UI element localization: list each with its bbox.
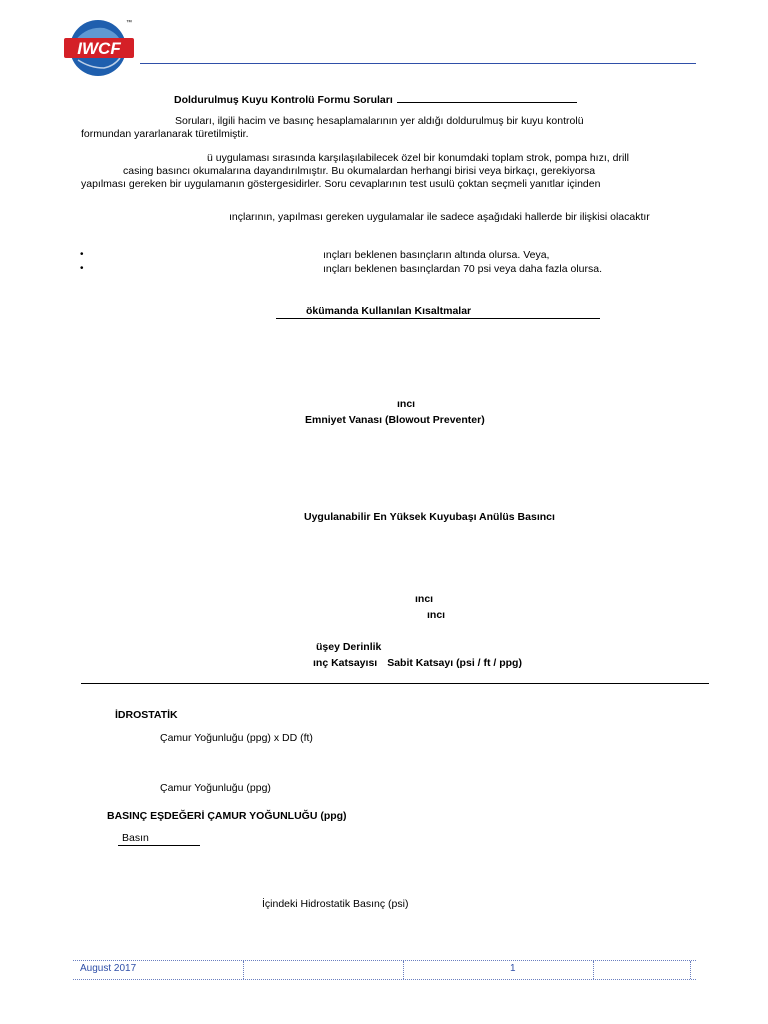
- intro-paragraph-3: ınçlarının, yapılması gereken uygulamalar ile sadece aşağıdaki hallerde bir ilişkisi olacaktır: [229, 211, 650, 223]
- header-rule: [140, 63, 696, 64]
- iwcf-logo: [60, 14, 140, 80]
- bullet-item: ınçları beklenen basınçların altında olursa. Veya,: [323, 249, 550, 261]
- abbrev-heading: ökümanda Kullanılan Kısaltmalar: [276, 305, 600, 319]
- section-divider: [81, 683, 709, 684]
- abbrev-5: ıncı: [427, 609, 446, 621]
- intro-paragraph: Soruları, ilgili hacim ve basınç hesaplamalarının yer aldığı doldurulmuş bir kuyu kontrolü formundan yararlanarak türetilmiştir.: [81, 115, 584, 140]
- hydrostatic-heading: İDROSTATİK: [115, 709, 178, 721]
- abbrev-maasp: Uygulanabilir En Yüksek Kuyubaşı Anülüs Basıncı: [304, 511, 555, 523]
- formula-2: Çamur Yoğunluğu (ppg): [160, 782, 271, 794]
- bullet-dot: •: [80, 263, 84, 274]
- intro-paragraph-2: ü uygulaması sırasında karşılaşılabilecek özel bir konumdaki toplam strok, pompa hızı, drill casing basıncı okumalarına dayandırılmıştır. Bu okumalardan herhangi birisi veya birkaçı, gerekiyorsa yapılması gereken bir uygulamanın göstergesidirler. Soru cevaplarının test usulü çoktan seçmeli yanıtlar içinden: [81, 152, 629, 190]
- bullet-item: ınçları beklenen basınçlardan 70 psi veya daha fazla olursa.: [323, 263, 603, 275]
- abbrev-tvd: üşey Derinlik: [316, 641, 382, 653]
- logo-text: IWCF: [77, 39, 121, 58]
- abbrev-bop: Emniyet Vanası (Blowout Preventer): [305, 414, 485, 426]
- bullet-dot: •: [80, 249, 84, 260]
- abbrev-pressure-gradient: ınç Katsayısı Sabit Katsayı (psi / ft / ppg): [313, 657, 522, 669]
- emw-heading: BASINÇ EŞDEĞERİ ÇAMUR YOĞUNLUĞU (ppg): [107, 810, 347, 822]
- footer-page-number: 1: [510, 963, 516, 974]
- formula-4: İçindeki Hidrostatik Basınç (psi): [262, 898, 409, 910]
- footer-date: August 2017: [80, 963, 137, 974]
- page-title: Doldurulmuş Kuyu Kontrolü Formu Soruları: [174, 94, 577, 106]
- abbrev-1: ıncı: [397, 398, 416, 410]
- abbrev-4: ıncı: [415, 593, 434, 605]
- page-footer: [73, 960, 696, 980]
- formula-1: Çamur Yoğunluğu (ppg) x DD (ft): [160, 732, 313, 744]
- trademark-mark: ™: [126, 20, 132, 26]
- formula-3: Basın: [118, 832, 200, 846]
